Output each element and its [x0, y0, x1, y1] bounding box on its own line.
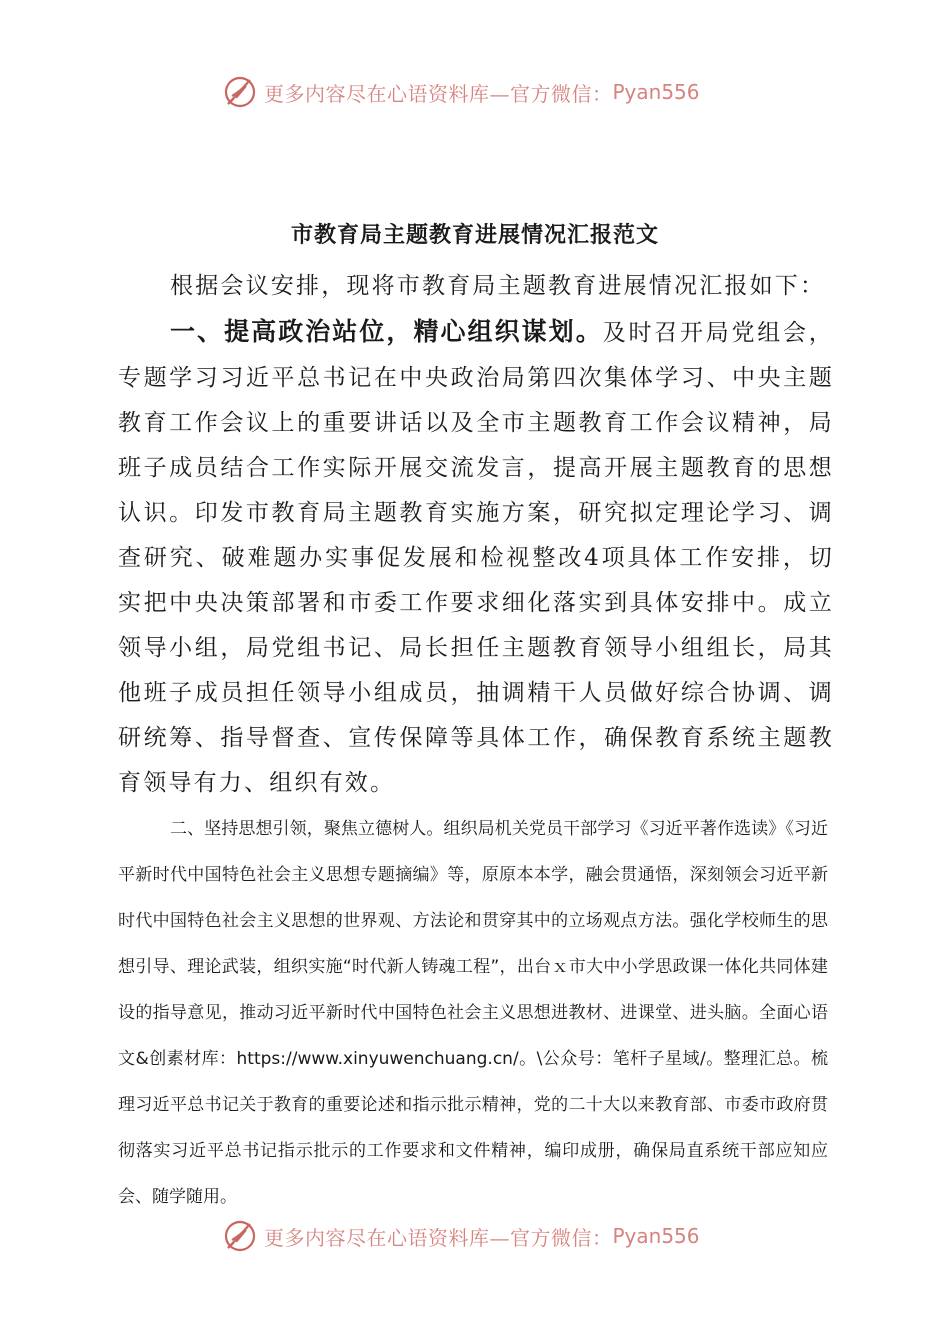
feather-logo-icon: [222, 1218, 258, 1254]
watermark-wechat-id: Pyan556: [612, 80, 700, 104]
feather-logo-icon: [222, 74, 258, 110]
watermark-text: 更多内容尽在心语资料库—官方微信：: [264, 1225, 613, 1250]
section-1-paragraph: [118, 309, 834, 806]
document-title: 市教育局主题教育进展情况汇报范文: [290, 222, 659, 248]
watermark-banner-bottom: [222, 1216, 700, 1256]
intro-paragraph: 根据会议安排，现将市教育局主题教育进展情况汇报如下：: [170, 273, 826, 299]
section-1-heading: 一、提高政治站位，精心组织谋划。: [170, 317, 603, 346]
watermark-banner-top: [222, 72, 700, 112]
watermark-text: 更多内容尽在心语资料库—官方微信：: [264, 81, 613, 106]
section-1-body: 及时召开局党组会，专题学习习近平总书记在中央政治局第四次集体学习、中央主题教育工作会议上的重要讲话以及全市主题教育工作会议精神，局班子成员结合工作实际开展交流发言，提高开展主题教育的思想认识。印发市教育局主题教育实施方案，研究拟定理论学习、调查研究、破难题办实事促发展和检视整改4项具体工作安排，切实把中央决策部署和市委工作要求细化落实到具体安排中。成立领导小组，局党组书记、局长担任主题教育领导小组组长，局其他班子成员担任领导小组成员，抽调精干人员做好综合协调、调研统筹、指导督查、宣传保障等具体工作，确保教育系统主题教育领导有力、组织有效。: [118, 320, 834, 796]
watermark-wechat-id: Pyan556: [612, 1224, 700, 1248]
section-2-paragraph: 二、坚持思想引领，聚焦立德树人。组织局机关党员干部学习《习近平著作选读》《习近平新时代中国特色社会主义思想专题摘编》等，原原本本学，融会贯通悟，深刻领会习近平新时代中国特色社会主义思想的世界观、方法论和贯穿其中的立场观点方法。强化学校师生的思想引导、理论武装，组织实施“时代新人铸魂工程”，出台ｘ市大中小学思政课一体化共同体建设的指导意见，推动习近平新时代中国特色社会主义思想进教材、进课堂、进头脑。全面心语文&创素材库：https://www.xinyuwenchuang.cn/。\公众号：笔杆子星域/。整理汇总。梳理习近平总书记关于教育的重要论述和指示批示精神，党的二十大以来教育部、市委市政府贯彻落实习近平总书记指示批示的工作要求和文件精神，编印成册，确保局直系统干部应知应会、随学随用。: [118, 819, 828, 1207]
